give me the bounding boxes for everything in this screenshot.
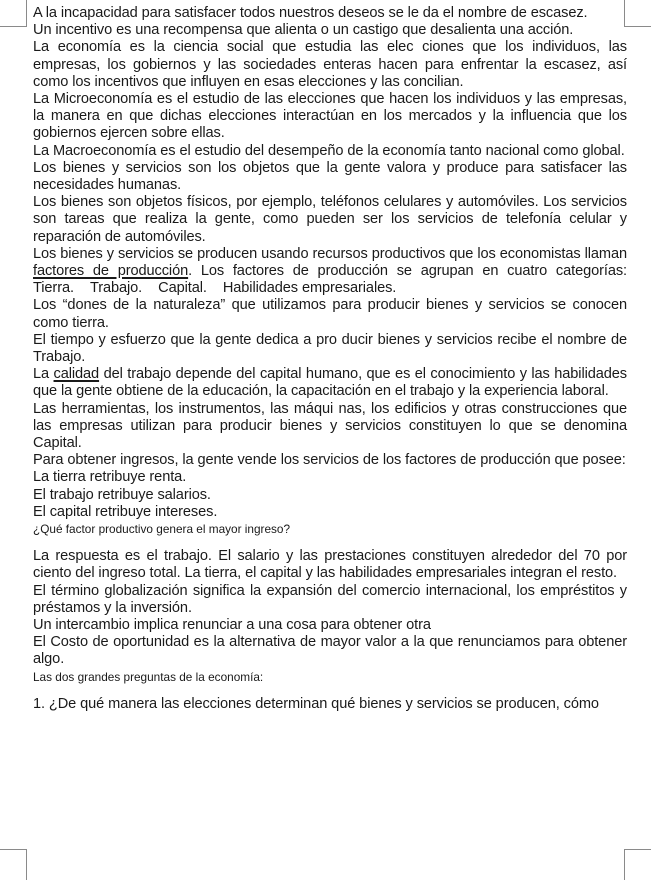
paragraph-incentivo: Un incentivo es una recompensa que alienta o un castigo que desalienta una acción. xyxy=(33,22,574,39)
paragraph-globalizacion: El término globalización significa la expansión del comercio internacional, los empréstitos y préstamos y la inversión. xyxy=(33,582,627,616)
paragraph-capital: Las herramientas, los instrumentos, las máqui nas, los edificios y otras construcciones que las empresas utilizan para producir bienes y servicios constituyen lo que se denomina Capital. xyxy=(33,400,627,452)
paragraph-bienes-definicion: Los bienes son objetos físicos, por ejemplo, teléfonos celulares y automóviles. Los servicios son tareas que realiza la gente, como pueden ser los servicios de telefonía celular y reparación de automóviles. xyxy=(33,194,627,245)
paragraph-trabajo: El tiempo y esfuerzo que la gente dedica a pro ducir bienes y servicios recibe el nombre de Trabajo. xyxy=(33,331,627,366)
crop-mark-bottom-right xyxy=(624,849,651,880)
crop-mark-top-left xyxy=(0,0,27,27)
paragraph-macroeconomia: La Macroeconomía es el estudio del desempeño de la economía tanto nacional como global. xyxy=(33,142,625,159)
text-segment: . Los factores de producción se agrupan en cuatro categorías: xyxy=(188,263,628,280)
category-item: Capital. xyxy=(158,280,207,297)
line-intereses: El capital retribuye intereses. xyxy=(33,503,218,520)
factor-categories xyxy=(33,280,396,296)
crop-mark-top-right xyxy=(624,0,651,27)
line-salarios: El trabajo retribuye salarios. xyxy=(33,486,211,503)
paragraph-factores-produccion xyxy=(33,246,627,298)
paragraph-escasez: A la incapacidad para satisfacer todos nuestros deseos se le da el nombre de escasez. xyxy=(33,5,588,21)
line-renta: La tierra retribuye renta. xyxy=(33,469,187,486)
category-item: Habilidades empresariales. xyxy=(222,280,397,297)
category-item: Tierra. xyxy=(33,280,74,297)
text-segment: La xyxy=(33,366,54,383)
paragraph-bienes-servicios: Los bienes y servicios son los objetos que la gente valora y produce para satisfacer las necesidades humanas. xyxy=(33,159,627,194)
heading-dos-preguntas: Las dos grandes preguntas de la economía: xyxy=(33,669,264,684)
text-segment: Los bienes y servicios se producen usando recursos productivos que los economistas llaman xyxy=(33,245,627,262)
crop-mark-bottom-left xyxy=(0,849,27,880)
underlined-term: calidad xyxy=(53,366,100,383)
paragraph-tierra: Los “dones de la naturaleza” que utilizamos para producir bienes y servicios se conocen como tierra. xyxy=(33,297,627,331)
paragraph-calidad xyxy=(33,366,627,400)
category-item: Trabajo. xyxy=(89,280,143,297)
underlined-term: factores de producción xyxy=(33,263,189,280)
paragraph-economia: La economía es la ciencia social que estudia las elec ciones que los individuos, las empresas, los gobiernos y las sociedades enteras hacen para enfrentar la escasez, así como los incentivos que influyen en esas elecciones y las concilian. xyxy=(33,39,627,90)
question-mayor-ingreso: ¿Qué factor productivo genera el mayor ingreso? xyxy=(33,522,291,537)
document-page xyxy=(33,5,627,713)
paragraph-respuesta: La respuesta es el trabajo. El salario y las prestaciones constituyen alrededor del 70 por ciento del ingreso total. La tierra, el capital y las habilidades empresariales integran el resto. xyxy=(33,548,627,582)
text-segment: del trabajo depende del capital humano, que es el conocimiento y las habilidades que la gente obtiene de la educación, la capacitación en el trabajo y la experiencia laboral. xyxy=(33,366,627,400)
paragraph-costo-oportunidad: El Costo de oportunidad es la alternativa de mayor valor a la que renunciamos para obtener algo. xyxy=(33,634,627,668)
paragraph-intercambio: Un intercambio implica renunciar a una cosa para obtener otra xyxy=(33,616,431,633)
numbered-question-1: 1. ¿De qué manera las elecciones determinan qué bienes y servicios se producen, cómo xyxy=(33,695,599,712)
paragraph-ingresos: Para obtener ingresos, la gente vende los servicios de los factores de producción que posee: xyxy=(33,452,626,469)
paragraph-microeconomia: La Microeconomía es el estudio de las elecciones que hacen los individuos y las empresas, la manera en que dichas elecciones interactúan en los mercados y la influencia que los gobiernos ejercen sobre ellas. xyxy=(33,91,627,142)
